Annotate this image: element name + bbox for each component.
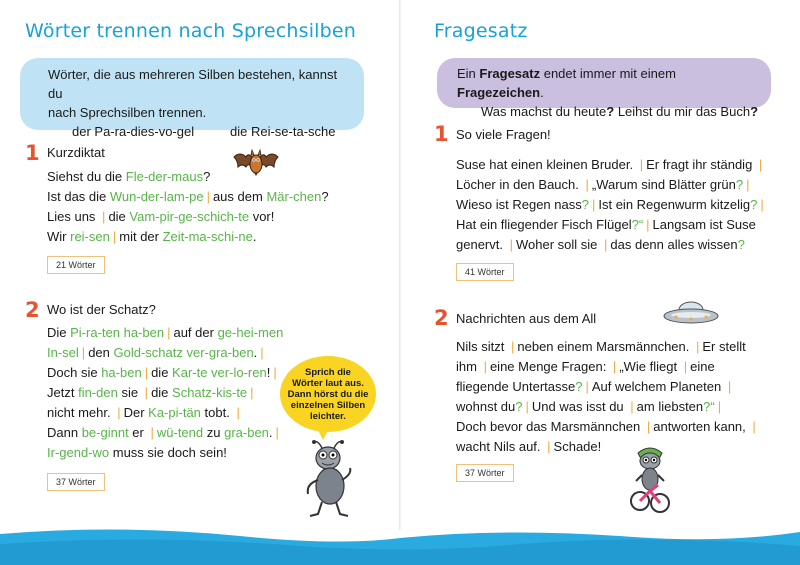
text-segment: ?“ — [631, 217, 644, 232]
syllable-separator: | — [275, 425, 279, 440]
bubble-line: Sprich die — [305, 367, 351, 378]
exercise-number: 1 — [25, 141, 40, 165]
text-segment: Leihst du mir das Buch — [614, 104, 751, 119]
text-segment: Was machst du heute — [481, 104, 607, 119]
text-segment: Langsam ist Suse — [652, 217, 756, 232]
right-page — [400, 0, 800, 565]
info-text-1: Wörter, die aus mehreren Silben bestehen, kannst du — [48, 67, 338, 101]
text-segment: Doch bevor das Marsmännchen — [456, 419, 644, 434]
syllable-separator: | — [547, 439, 551, 454]
syllable-separator: | — [525, 399, 529, 414]
text-segment: ? — [515, 399, 523, 414]
text-segment: die — [151, 385, 173, 400]
syllable-separator: | — [646, 419, 651, 434]
text-line — [456, 377, 759, 397]
syllable-separator: | — [683, 359, 688, 374]
text-segment: Dann — [47, 425, 82, 440]
syllable-separator: | — [273, 365, 277, 380]
text-line — [456, 175, 767, 195]
highlighted-word: gra-ben — [224, 425, 269, 440]
text-segment: Woher soll sie — [515, 237, 601, 252]
text-line — [47, 423, 283, 443]
text-segment: Doch sie — [47, 365, 102, 380]
text-line — [456, 417, 759, 437]
text-segment: Der — [123, 405, 149, 420]
syllable-separator: | — [727, 379, 732, 394]
highlighted-word: Gold-schatz ver-gra-ben — [113, 345, 254, 360]
exercise-text — [456, 337, 759, 457]
text-segment: eine — [690, 359, 715, 374]
text-line — [47, 383, 283, 403]
text-segment: . — [252, 229, 257, 244]
text-segment: genervt. — [456, 237, 507, 252]
syllable-separator: | — [758, 157, 763, 172]
text-segment: er — [128, 425, 148, 440]
bubble-line: leichter. — [310, 411, 346, 422]
bottom-wave — [0, 528, 800, 565]
page-title-right: Fragesatz — [434, 20, 528, 42]
info-example-line — [457, 102, 761, 121]
syllable-separator: | — [752, 419, 756, 434]
text-segment: Fragesatz — [479, 66, 541, 81]
text-segment: die — [151, 365, 173, 380]
syllable-separator: | — [696, 339, 700, 354]
text-segment: aus dem — [212, 189, 267, 204]
exercise-text — [47, 167, 329, 247]
highlighted-word: Fle-der-maus — [125, 169, 204, 184]
highlighted-word: be-ginnt — [81, 425, 129, 440]
word-count-badge: 41 Wörter — [456, 263, 514, 281]
info-examples — [48, 122, 352, 141]
text-segment: sie — [117, 385, 142, 400]
text-segment: Wir — [47, 229, 71, 244]
highlighted-word: rei-sen — [70, 229, 110, 244]
text-segment: ?“ — [703, 399, 715, 414]
text-line — [47, 403, 283, 423]
text-segment: . — [253, 345, 258, 360]
text-segment: fliegende Untertasse — [456, 379, 576, 394]
exercise-text — [456, 155, 767, 255]
highlighted-word: wü-tend — [156, 425, 204, 440]
text-segment: Er fragt ihr ständig — [646, 157, 756, 172]
text-line — [456, 357, 759, 377]
syllable-separator: | — [150, 425, 154, 440]
syllable-separator: | — [102, 209, 106, 224]
highlighted-word: Pi-ra-ten ha-ben — [70, 325, 165, 340]
text-segment: ? — [581, 197, 589, 212]
text-segment: Auf welchem Planeten — [591, 379, 725, 394]
syllable-separator: | — [585, 379, 589, 394]
syllable-separator: | — [167, 325, 171, 340]
bubble-line: Wörter laut aus. — [292, 378, 364, 389]
word-count-badge: 21 Wörter — [47, 256, 105, 274]
word-count-badge: 37 Wörter — [456, 464, 514, 482]
text-segment: Suse hat einen kleinen Bruder. — [456, 157, 637, 172]
text-segment: muss sie doch sein! — [109, 445, 227, 460]
text-line — [47, 167, 329, 187]
text-segment: wacht Nils auf. — [456, 439, 545, 454]
text-segment: die — [108, 209, 130, 224]
text-segment: Lies uns — [47, 209, 100, 224]
highlighted-word: ha-ben — [101, 365, 142, 380]
page-title-left: Wörter trennen nach Sprechsilben — [25, 20, 357, 42]
info-box-syllables — [20, 58, 364, 139]
text-segment: tobt. — [200, 405, 234, 420]
syllable-separator: | — [509, 237, 513, 252]
highlighted-word: Ir-gend-wo — [47, 445, 110, 460]
syllable-separator: | — [612, 359, 617, 374]
exercise-title: Kurzdiktat — [47, 145, 105, 160]
syllable-separator: | — [639, 157, 644, 172]
text-segment: endet immer mit einem — [540, 66, 676, 81]
text-segment: den — [88, 345, 114, 360]
syllable-separator: | — [112, 229, 117, 244]
text-line — [47, 187, 329, 207]
text-segment: Hat ein fliegender Fisch Flügel — [456, 217, 632, 232]
info-rule-line — [457, 64, 761, 102]
syllable-separator: | — [144, 385, 149, 400]
text-line — [456, 155, 767, 175]
text-segment: Siehst du die — [47, 169, 126, 184]
speech-bubble-tail — [316, 426, 330, 440]
speech-bubble — [280, 356, 376, 432]
text-line — [47, 363, 283, 383]
syllable-separator: | — [604, 237, 608, 252]
text-segment: Und was isst du — [531, 399, 628, 414]
highlighted-word: Wun-der-lam-pe — [109, 189, 204, 204]
syllable-separator: | — [117, 405, 121, 420]
ufo-icon — [662, 301, 720, 327]
text-segment: vor! — [249, 209, 275, 224]
text-line — [47, 207, 329, 227]
syllable-separator: | — [717, 399, 722, 414]
syllable-separator: | — [250, 385, 254, 400]
syllable-separator: | — [591, 197, 596, 212]
text-segment: . — [540, 85, 544, 100]
text-segment: mit der — [119, 229, 163, 244]
exercise-number: 1 — [434, 122, 449, 146]
text-line — [456, 397, 759, 417]
highlighted-word: Zeit-ma-schi-ne — [162, 229, 253, 244]
text-segment: Er stellt — [702, 339, 746, 354]
text-line — [456, 215, 767, 235]
text-segment: Ein — [457, 66, 480, 81]
info-box-question — [437, 58, 771, 119]
info-text-2: nach Sprechsilben trennen. — [48, 105, 207, 120]
text-segment: antworten kann, — [653, 419, 750, 434]
text-segment: Ist das die — [47, 189, 110, 204]
exercise-number: 2 — [25, 298, 40, 322]
text-segment: ? — [203, 169, 211, 184]
text-segment: ? — [575, 379, 583, 394]
text-line — [456, 337, 759, 357]
text-segment: Ist ein Regenwurm kitzelig — [598, 197, 751, 212]
bug-character-icon — [300, 440, 360, 518]
highlighted-word: Mär-chen — [266, 189, 322, 204]
text-line — [47, 227, 329, 247]
text-segment: ? — [606, 104, 615, 119]
syllable-separator: | — [206, 189, 210, 204]
text-segment: ! — [266, 365, 271, 380]
syllable-separator: | — [260, 345, 264, 360]
text-segment: „Wie fliegt — [619, 359, 681, 374]
cyclist-character-icon — [628, 445, 672, 515]
text-segment: das denn alles wissen — [610, 237, 738, 252]
text-segment: Jetzt — [47, 385, 79, 400]
text-line — [47, 343, 283, 363]
text-segment: „Warum sind Blätter grün — [591, 177, 736, 192]
text-segment: zu — [203, 425, 225, 440]
exercise-number: 2 — [434, 306, 449, 330]
info-example-1: der Pa-ra-dies-vo-gel — [72, 124, 195, 139]
exercise-title: Wo ist der Schatz? — [47, 302, 156, 317]
text-line — [47, 443, 283, 463]
text-line — [456, 437, 759, 457]
syllable-separator: | — [585, 177, 589, 192]
syllable-separator: | — [646, 217, 650, 232]
highlighted-word: fin-den — [78, 385, 118, 400]
text-line — [47, 323, 283, 343]
syllable-separator: | — [746, 177, 750, 192]
word-count-badge: 37 Wörter — [47, 473, 105, 491]
text-segment: ? — [735, 177, 744, 192]
exercise-title: So viele Fragen! — [456, 127, 551, 142]
text-line — [456, 235, 767, 255]
highlighted-word: ge-hei-men — [217, 325, 284, 340]
text-line — [456, 195, 767, 215]
syllable-separator: | — [483, 359, 487, 374]
syllable-separator: | — [511, 339, 515, 354]
text-segment: ? — [750, 104, 759, 119]
syllable-separator: | — [236, 405, 240, 420]
text-segment: eine Menge Fragen: — [489, 359, 610, 374]
text-segment: . — [268, 425, 273, 440]
text-segment: wohnst du — [456, 399, 516, 414]
syllable-separator: | — [760, 197, 764, 212]
text-segment: neben einem Marsmännchen. — [517, 339, 693, 354]
bubble-line: einzelnen Silben — [290, 400, 366, 411]
text-segment: Löcher in den Bauch. — [456, 177, 583, 192]
text-segment: Fragezeichen — [457, 85, 541, 100]
exercise-text — [47, 323, 283, 463]
highlighted-word: Ka-pi-tän — [148, 405, 201, 420]
text-segment: Die — [47, 325, 71, 340]
text-segment: Schade! — [553, 439, 602, 454]
text-segment: nicht mehr. — [47, 405, 115, 420]
syllable-separator: | — [144, 365, 149, 380]
text-segment: ihm — [456, 359, 481, 374]
syllable-separator: | — [81, 345, 86, 360]
text-segment: ? — [321, 189, 329, 204]
highlighted-word: In-sel — [47, 345, 79, 360]
bubble-line: Dann hörst du die — [287, 389, 369, 400]
text-segment: ? — [737, 237, 745, 252]
highlighted-word: Vam-pir-ge-schich-te — [129, 209, 250, 224]
highlighted-word: Kar-te ver-lo-ren — [172, 365, 267, 380]
info-example-2: die Rei-se-ta-sche — [230, 124, 336, 139]
highlighted-word: Schatz-kis-te — [172, 385, 248, 400]
text-segment: auf der — [173, 325, 218, 340]
text-segment: Wieso ist Regen nass — [456, 197, 582, 212]
syllable-separator: | — [630, 399, 634, 414]
text-segment: ? — [750, 197, 758, 212]
text-segment: Nils sitzt — [456, 339, 508, 354]
text-segment: am liebsten — [636, 399, 704, 414]
exercise-title: Nachrichten aus dem All — [456, 311, 597, 326]
